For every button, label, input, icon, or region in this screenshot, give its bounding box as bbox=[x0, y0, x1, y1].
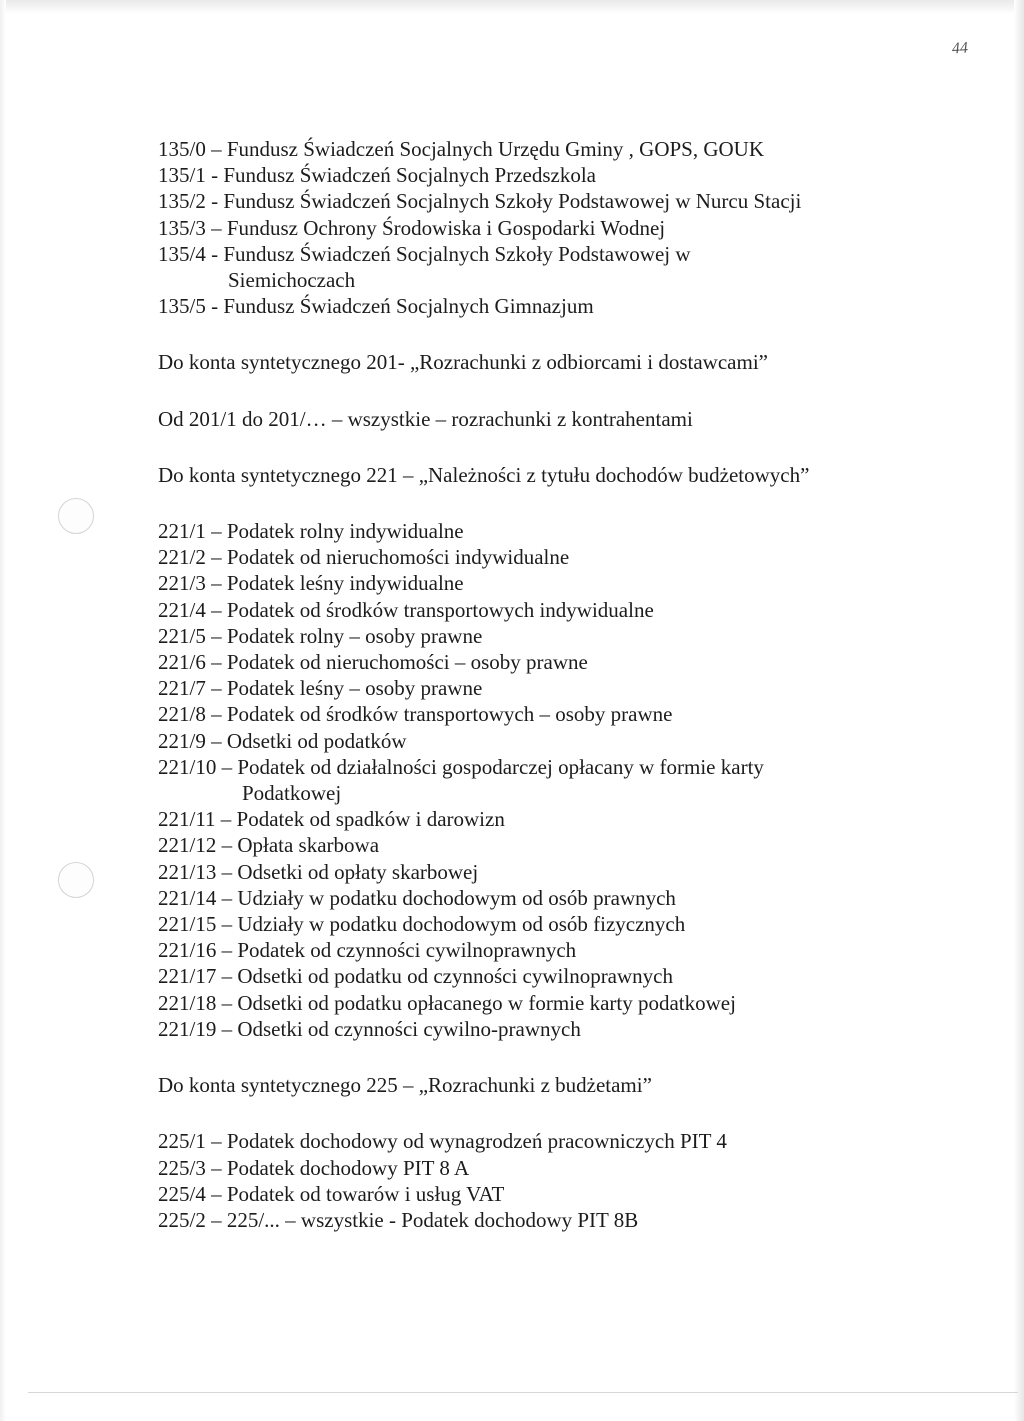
list-item: 221/4 – Podatek od środków transportowych indywidualne bbox=[158, 597, 654, 622]
list-item: 221/17 – Odsetki od podatku od czynności cywilnoprawnych bbox=[158, 964, 673, 989]
scan-top-edge bbox=[0, 0, 1024, 14]
list-item: 221/2 – Podatek od nieruchomości indywidualne bbox=[158, 545, 570, 570]
list-item: 221/3 – Podatek leśny indywidualne bbox=[158, 571, 464, 596]
list-item: 135/2 - Fundusz Świadczeń Socjalnych Szkoły Podstawowej w Nurcu Stacji bbox=[158, 189, 802, 214]
list-item: 221/6 – Podatek od nieruchomości – osoby prawne bbox=[158, 650, 588, 675]
list-item: 135/4 - Fundusz Świadczeń Socjalnych Szkoły Podstawowej w bbox=[158, 241, 691, 266]
list-item: 135/0 – Fundusz Świadczeń Socjalnych Urzędu Gminy , GOPS, GOUK bbox=[158, 137, 765, 161]
list-item: 221/16 – Podatek od czynności cywilnoprawnych bbox=[158, 938, 577, 963]
section-221 bbox=[158, 462, 998, 1042]
section-heading: Do konta syntetycznego 221 – „Należności z tytułu dochodów budżetowych” bbox=[158, 462, 810, 487]
list-item: 221/12 – Opłata skarbowa bbox=[158, 833, 380, 858]
list-item: 221/13 – Odsetki od opłaty skarbowej bbox=[158, 859, 479, 884]
list-item: 221/7 – Podatek leśny – osoby prawne bbox=[158, 676, 483, 701]
scan-bottom-line bbox=[28, 1392, 1018, 1393]
section-heading: Do konta syntetycznego 225 – „Rozrachunki z budżetami” bbox=[158, 1073, 652, 1098]
list-item: 221/8 – Podatek od środków transportowych – osoby prawne bbox=[158, 702, 673, 727]
scan-right-edge bbox=[1014, 0, 1024, 1421]
list-item: 221/9 – Odsetki od podatków bbox=[158, 728, 407, 753]
list-item: 135/1 - Fundusz Świadczeń Socjalnych Przedszkola bbox=[158, 163, 596, 188]
list-item: 221/14 – Udziały w podatku dochodowym od osób prawnych bbox=[158, 885, 676, 910]
fund-accounts-list bbox=[158, 136, 998, 319]
list-item: 221/15 – Udziały w podatku dochodowym od osób fizycznych bbox=[158, 912, 686, 937]
scan-left-edge bbox=[0, 0, 6, 1421]
document-body bbox=[158, 136, 998, 1233]
list-item: 221/11 – Podatek od spadków i darowizn bbox=[158, 807, 505, 832]
punch-hole-top bbox=[58, 498, 94, 534]
list-item: 225/1 – Podatek dochodowy od wynagrodzeń pracowniczych PIT 4 bbox=[158, 1129, 727, 1154]
list-item-continuation: Siemichoczach bbox=[228, 268, 356, 293]
section-heading: Do konta syntetycznego 201- „Rozrachunki z odbiorcami i dostawcami” bbox=[158, 350, 768, 375]
list-item: 221/18 – Odsetki od podatku opłacanego w formie karty podatkowej bbox=[158, 990, 736, 1015]
section-201 bbox=[158, 349, 998, 431]
punch-hole-bottom bbox=[58, 862, 94, 898]
list-item: 221/1 – Podatek rolny indywidualne bbox=[158, 519, 464, 544]
list-item: 225/3 – Podatek dochodowy PIT 8 A bbox=[158, 1155, 470, 1180]
list-item-continuation: Podatkowej bbox=[242, 781, 342, 806]
list-item: 135/5 - Fundusz Świadczeń Socjalnych Gimnazjum bbox=[158, 294, 594, 319]
list-item: 225/4 – Podatek od towarów i usług VAT bbox=[158, 1181, 505, 1206]
list-item: 221/10 – Podatek od działalności gospodarczej opłacany w formie karty bbox=[158, 754, 764, 779]
list-item: 221/19 – Odsetki od czynności cywilno-prawnych bbox=[158, 1016, 581, 1041]
list-item: 225/2 – 225/... – wszystkie - Podatek dochodowy PIT 8B bbox=[158, 1207, 639, 1232]
section-225 bbox=[158, 1072, 998, 1233]
list-item: 135/3 – Fundusz Ochrony Środowiska i Gospodarki Wodnej bbox=[158, 215, 666, 240]
list-item: 221/5 – Podatek rolny – osoby prawne bbox=[158, 623, 483, 648]
list-item: Od 201/1 do 201/… – wszystkie – rozrachunki z kontrahentami bbox=[158, 406, 693, 431]
page-number: 44 bbox=[951, 39, 969, 58]
